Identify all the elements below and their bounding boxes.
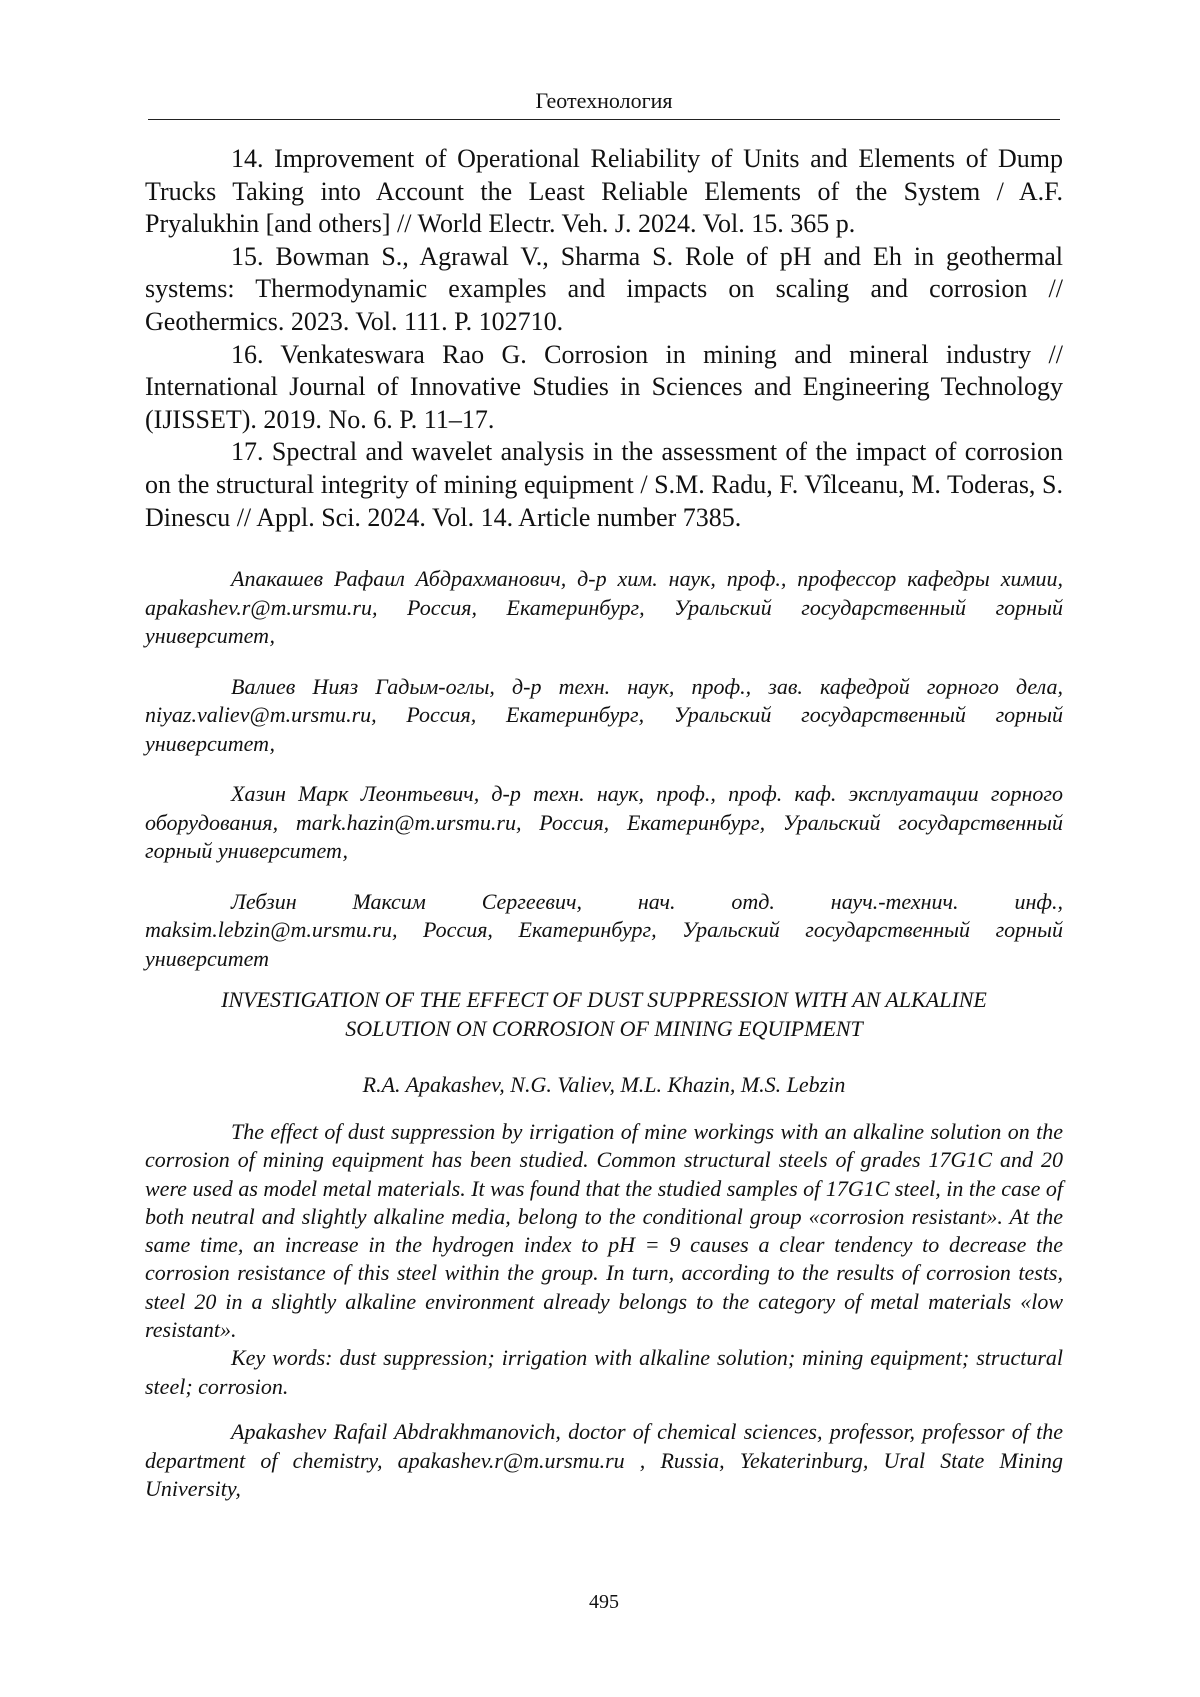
article-title-en (145, 985, 1063, 1043)
header-rule (148, 119, 1060, 120)
page-number: 495 (589, 1591, 619, 1613)
reference-item: 16. Venkateswara Rao G. Corrosion in mining and mineral industry // International Journal of Innovative Studies in Sciences and Engineering Technology (IJISSET). 2019. No. 6. P. 11–17. (145, 339, 1063, 434)
author-info: Валиев Нияз Гадым-оглы, д-р техн. наук, проф., зав. кафедрой горного дела, niyaz.valiev@m.ursmu.ru, Россия, Екатеринбург, Уральский государственный горный университет, (145, 673, 1063, 756)
reference-item: 14. Improvement of Operational Reliability of Units and Elements of Dump Trucks Taking into Account the Least Reliable Elements of the System / A.F. Pryalukhin [and others] // World Electr. Veh. J. 2024. Vol. 15. 365 p. (145, 144, 1063, 239)
author-info (145, 888, 1063, 974)
author-info-rest: maksim.lebzin@m.ursmu.ru, Россия, Екатеринбург, Уральский государственный горный университет (145, 917, 1063, 971)
author-info-line: Лебзин Максим Сергеевич, нач. отд. науч.-технич. инф., (231, 888, 1063, 914)
title-line: SOLUTION ON CORROSION OF MINING EQUIPMENT (345, 1016, 863, 1041)
authors-info-ru (145, 565, 1063, 995)
reference-item: 17. Spectral and wavelet analysis in the assessment of the impact of corrosion on the structural integrity of mining equipment / S.M. Radu, F. Vîlceanu, M. Toderas, S. Dinescu // Appl. Sci. 2024. Vol. 14. Article number 7385. (145, 437, 1063, 532)
author-info-en (145, 1418, 1063, 1526)
article-authors-en: R.A. Apakashev, N.G. Valiev, M.L. Khazin, M.S. Lebzin (362, 1072, 846, 1097)
author-info: Хазин Марк Леонтьевич, д-р техн. наук, проф., проф. каф. эксплуатации горного оборудования, mark.hazin@m.ursmu.ru, Россия, Екатеринбург, Уральский государственный горный университет, (145, 781, 1063, 863)
author-info: Апакашев Рафаил Абдрахманович, д-р хим. наук, проф., профессор кафедры химии, apakashev.r@m.ursmu.ru, Россия, Екатеринбург, Уральский государственный горный университет, (145, 566, 1063, 648)
abstract-en (145, 1118, 1063, 1401)
references-list (145, 143, 1063, 534)
abstract-text: The effect of dust suppression by irrigation of mine workings with an alkaline solution on the corrosion of mining equipment has been studied. Common structural steels of grades 17G1C and 20 were used as model metal materials. It was found that the studied samples of 17G1C steel, in the case of both neutral and slightly alkaline media, belong to the conditional group «corrosion resistant». At the same time, an increase in the hydrogen index to pH = 9 causes a clear tendency to decrease the corrosion resistance of this steel within the group. In turn, according to the results of corrosion tests, steel 20 in a slightly alkaline environment already belongs to the category of metal materials «low resistant». (145, 1119, 1063, 1343)
reference-item: 15. Bowman S., Agrawal V., Sharma S. Role of pH and Eh in geothermal systems: Thermodynamic examples and impacts on scaling and corrosion // Geothermics. 2023. Vol. 111. P. 102710. (145, 241, 1063, 336)
author-info: Apakashev Rafail Abdrakhmanovich, doctor of chemical sciences, professor, professor of the department of chemistry, apakashev.r@m.ursmu.ru , Russia, Yekaterinburg, Ural State Mining University, (145, 1419, 1063, 1501)
title-line: INVESTIGATION OF THE EFFECT OF DUST SUPPRESSION WITH AN ALKALINE (221, 987, 987, 1012)
keywords: Key words: dust suppression; irrigation with alkaline solution; mining equipment; structural steel; corrosion. (145, 1345, 1063, 1399)
running-title: Геотехнология (535, 88, 673, 113)
